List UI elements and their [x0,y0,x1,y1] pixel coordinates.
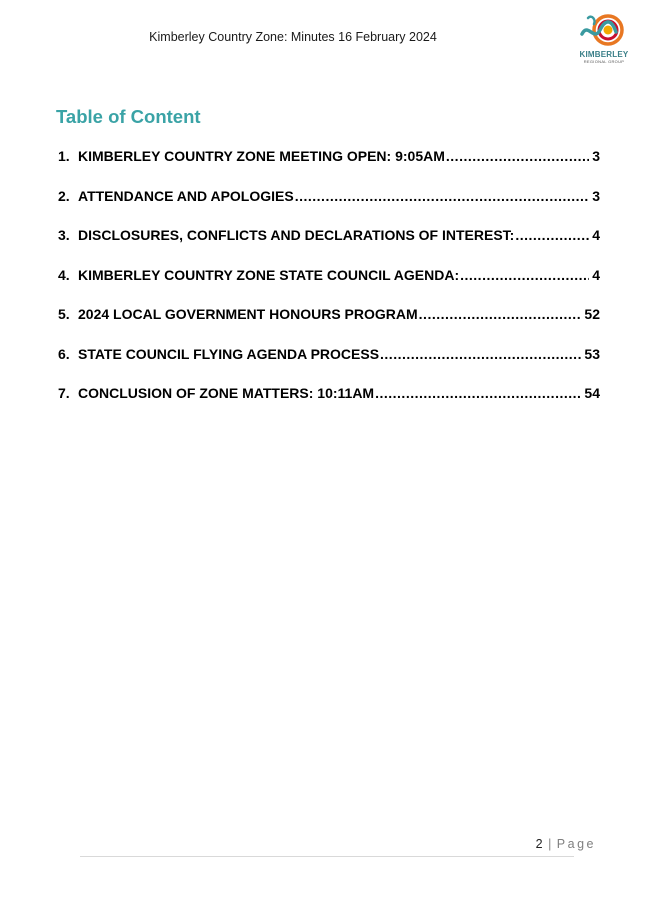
toc-entry-number: 4. [58,266,70,283]
toc-entry-5[interactable] [58,306,600,346]
toc-entry-title: KIMBERLEY COUNTRY ZONE STATE COUNCIL AGENDA: [78,266,460,283]
toc-entry-title: CONCLUSION OF ZONE MATTERS: 10:11AM [78,385,375,401]
toc-leader-dots [460,267,589,283]
toc-entry-title: DISCLOSURES, CONFLICTS AND DECLARATIONS OF INTEREST: [78,227,515,243]
toc-entry-page: 3 [592,148,600,164]
footer-page-indicator [536,837,596,851]
footer-divider [80,856,574,857]
table-of-contents [58,148,600,425]
toc-entry-4[interactable] [58,267,600,307]
logo-wordmark: KIMBERLEY [579,50,629,59]
toc-leader-dots [380,346,581,362]
toc-entry-3[interactable] [58,227,600,267]
footer-separator: | [548,837,552,851]
toc-entry-page: 4 [592,227,600,243]
logo-subtitle: REGIONAL GROUP [583,59,625,64]
toc-entry-page: 4 [592,266,600,283]
toc-entry-number: 6. [58,345,70,362]
toc-entry-1[interactable] [58,148,600,188]
toc-leader-dots [515,227,589,243]
toc-entry-title: KIMBERLEY COUNTRY ZONE MEETING OPEN: 9:05AM [78,148,445,164]
toc-entry-number: 7. [58,385,70,401]
toc-entry-page: 3 [592,187,600,204]
toc-leader-dots [419,306,582,322]
toc-entry-6[interactable] [58,346,600,386]
toc-entry-title: 2024 LOCAL GOVERNMENT HONOURS PROGRAM [78,306,418,322]
toc-entry-number: 3. [58,227,70,243]
toc-entry-page: 52 [584,306,600,322]
footer-page-label: Page [556,837,596,851]
toc-entry-7[interactable] [58,385,600,425]
toc-leader-dots [375,385,581,401]
toc-entry-title: STATE COUNCIL FLYING AGENDA PROCESS [78,345,380,362]
document-header-title: Kimberley Country Zone: Minutes 16 February 2024 [149,30,437,44]
toc-leader-dots [295,188,589,204]
toc-entry-number: 5. [58,306,70,322]
toc-leader-dots [446,148,589,164]
toc-entry-page: 54 [584,385,600,401]
toc-entry-title: ATTENDANCE AND APOLOGIES [78,187,294,204]
toc-heading: Table of Content [56,106,201,127]
toc-entry-number: 1. [58,148,70,164]
toc-entry-2[interactable] [58,188,600,228]
toc-entry-page: 53 [584,345,600,362]
toc-entry-number: 2. [58,187,70,204]
footer-page-number: 2 [535,837,543,851]
